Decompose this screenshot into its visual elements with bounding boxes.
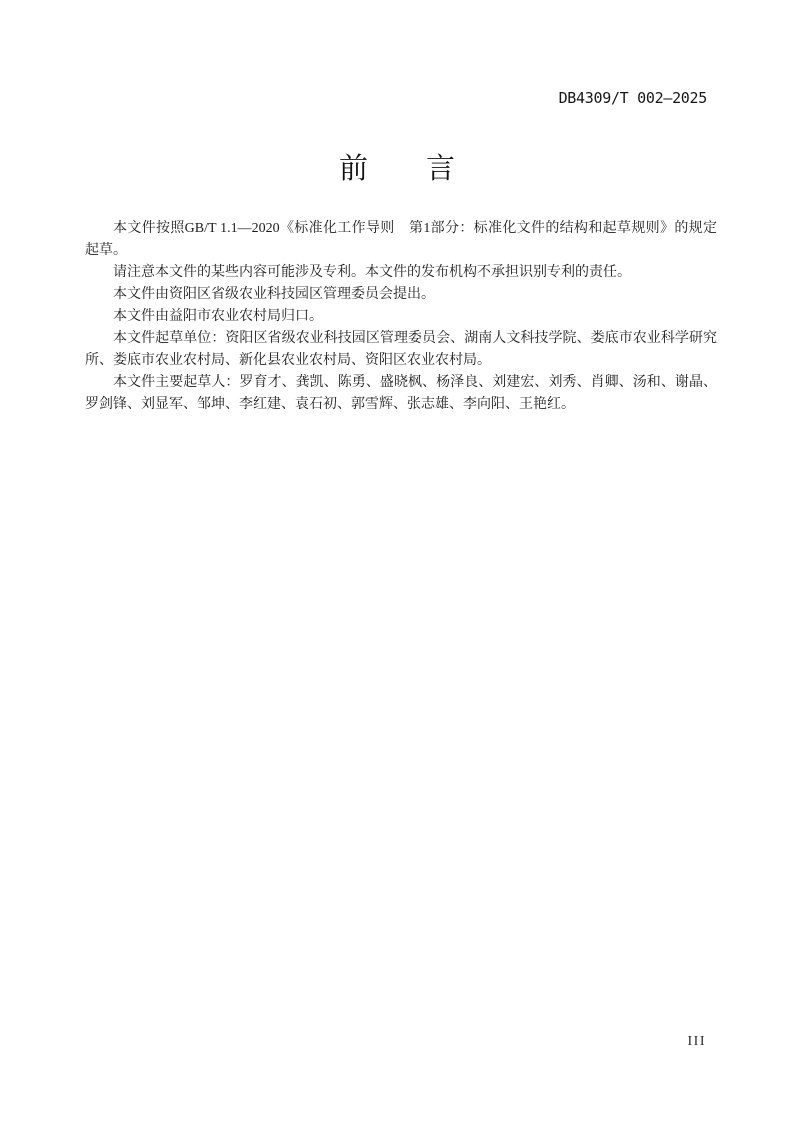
foreword-paragraph-proposed-by: 本文件由资阳区省级农业科技园区管理委员会提出。: [113, 287, 435, 302]
page-number: III: [687, 1034, 706, 1049]
foreword-paragraph-patent-notice: 请注意本文件的某些内容可能涉及专利。本文件的发布机构不承担识别专利的责任。: [113, 265, 631, 280]
foreword-paragraph-drafting-basis: 本文件按照GB/T 1.1—2020《标准化工作导则 第1部分：标准化文件的结构和起草规则》的规定起草。: [85, 221, 717, 258]
standard-document-code: DB4309/T 002—2025: [558, 89, 707, 107]
foreword-body: [85, 218, 717, 416]
foreword-paragraph-main-drafters: 本文件主要起草人：罗育才、龚凯、陈勇、盛晓枫、杨泽良、刘建宏、刘秀、肖卿、汤和、谢晶、罗剑锋、刘显军、邹坤、李红建、袁石初、郭雪辉、张志雄、李向阳、王艳红。: [85, 375, 717, 412]
foreword-paragraph-drafting-organizations: 本文件起草单位：资阳区省级农业科技园区管理委员会、湖南人文科技学院、娄底市农业科学研究所、娄底市农业农村局、新化县农业农村局、资阳区农业农村局。: [85, 331, 717, 368]
foreword-paragraph-centralized-by: 本文件由益阳市农业农村局归口。: [113, 309, 323, 324]
foreword-title: 前 言: [338, 153, 455, 185]
